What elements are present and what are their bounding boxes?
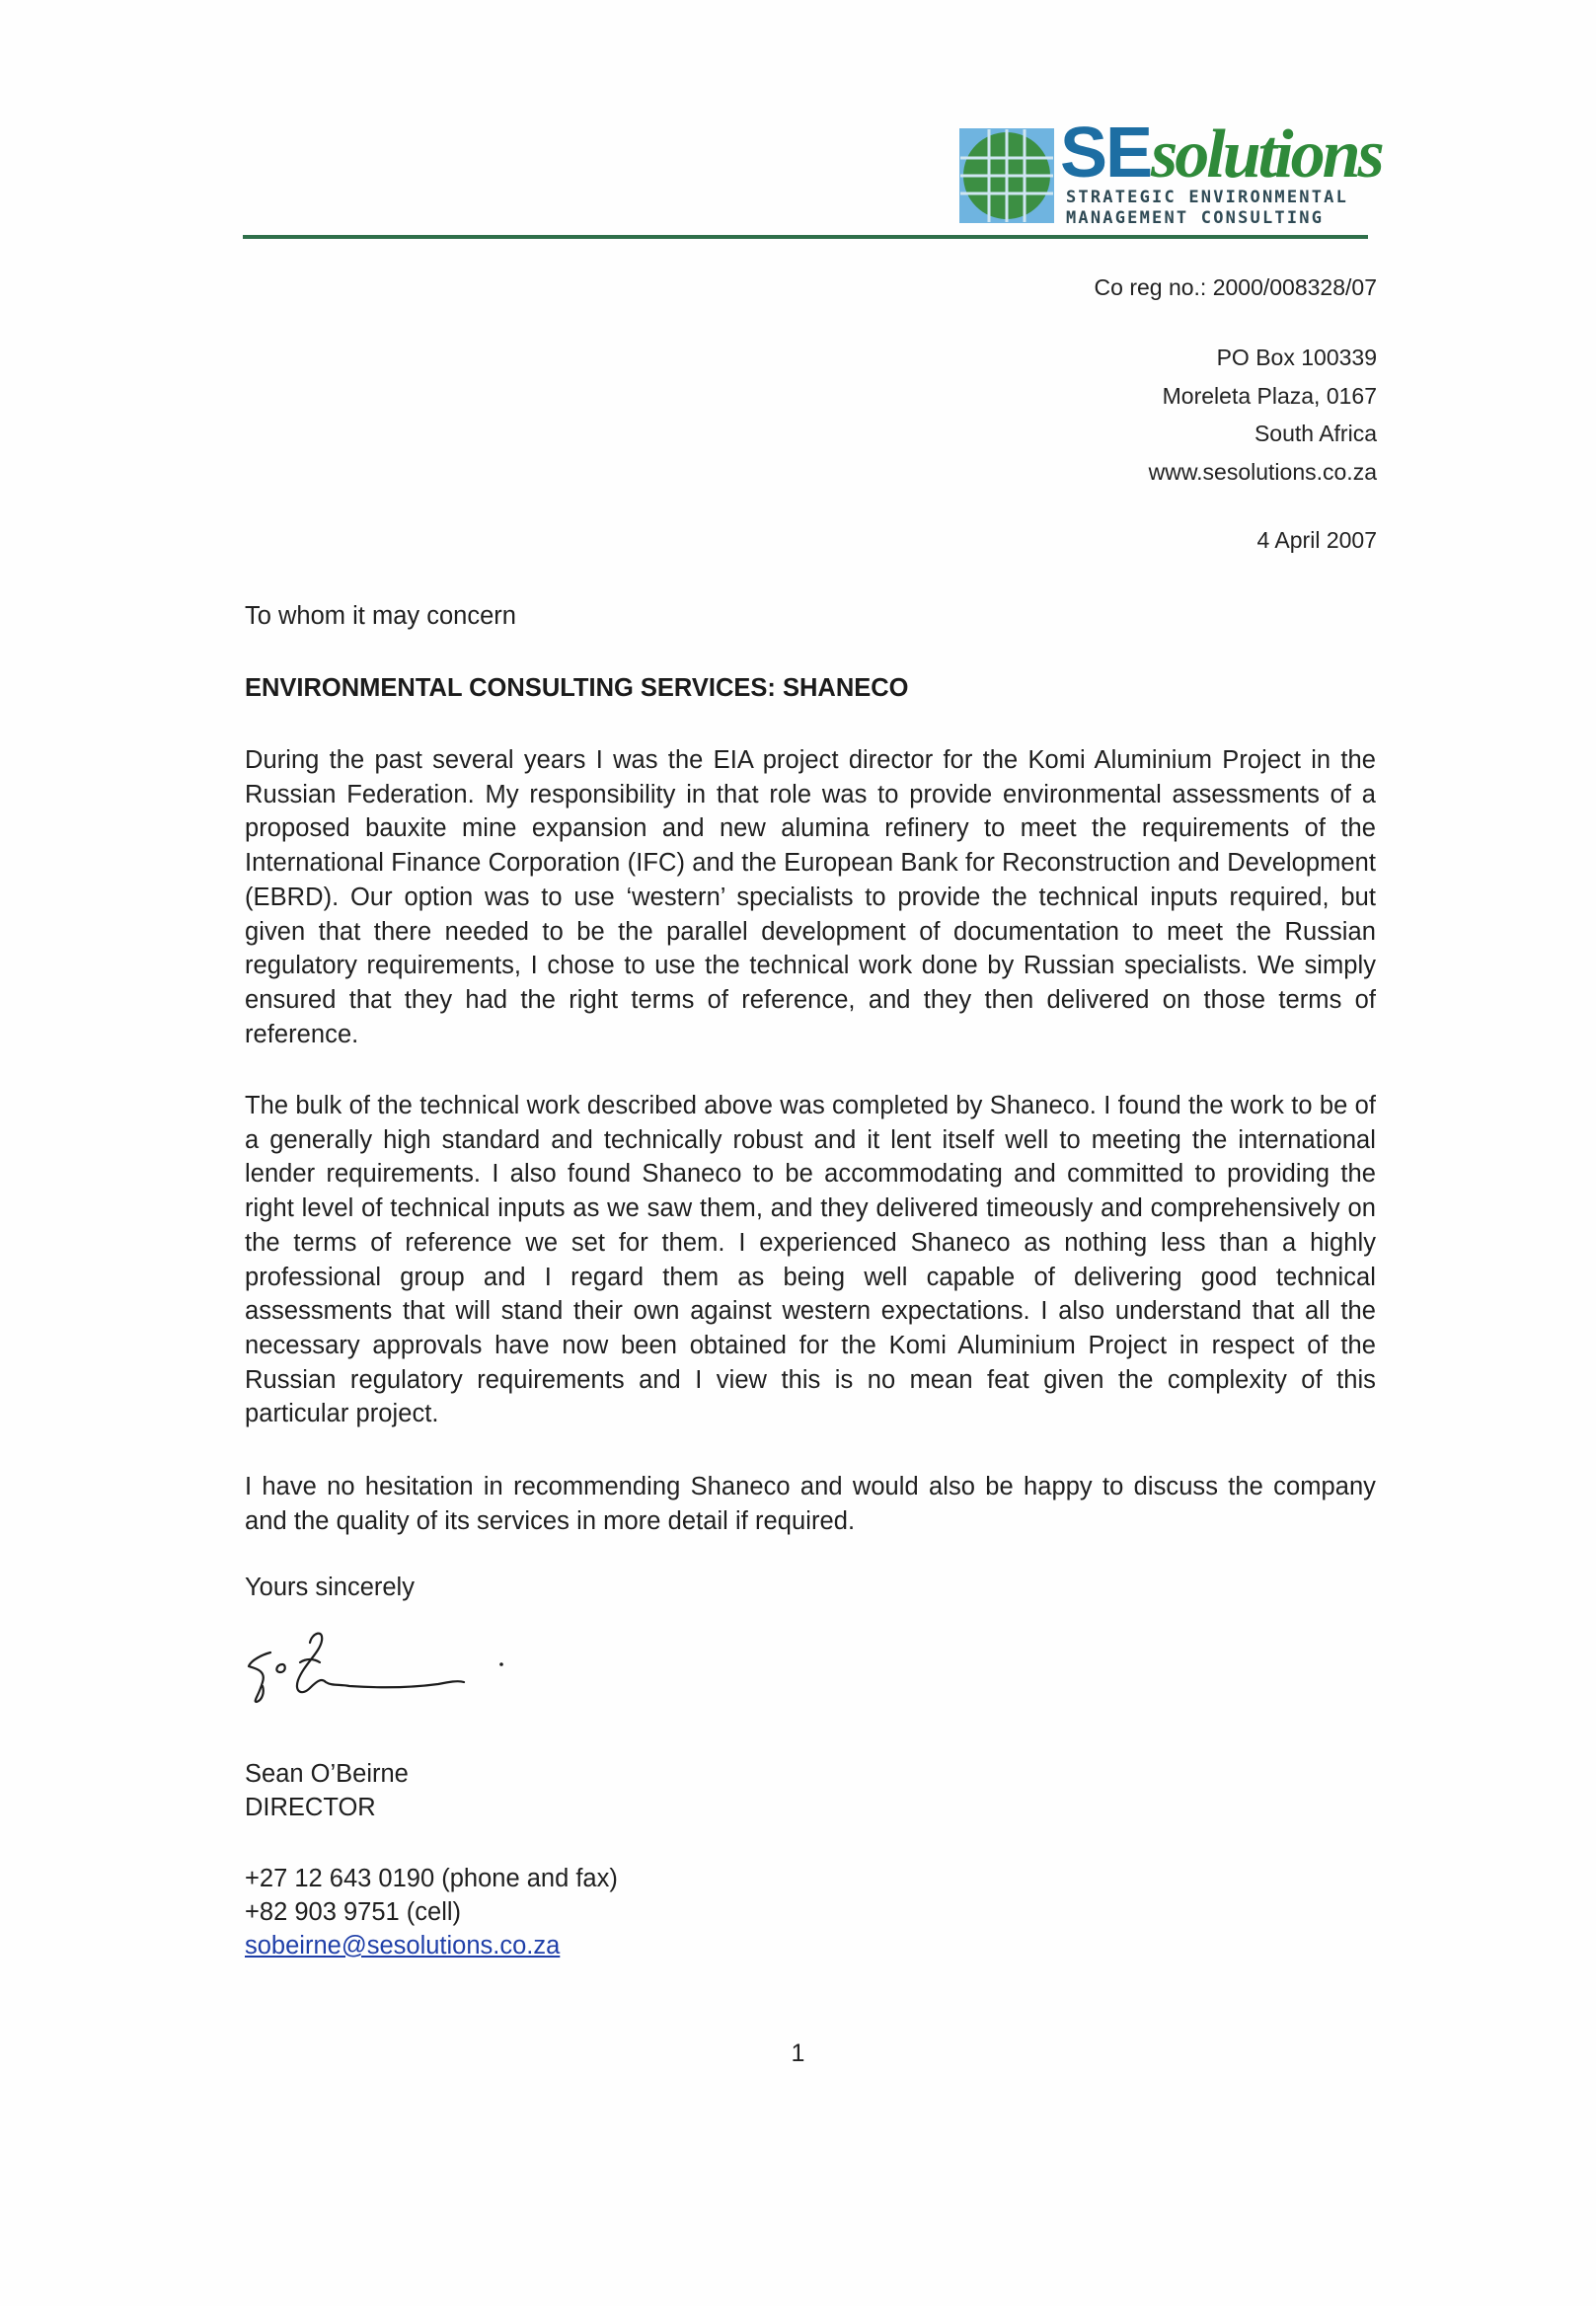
body-paragraph: The bulk of the technical work described above was completed by Shaneco. I found the work to be of a generally high standard and technically robust and it lent itself well to meeting the international lender requirements. I also found Shaneco to be accommodating and committed to providing the right level of technical inputs as we saw them, and they delivered timeously and comprehensively on the terms of reference we set for them. I experienced Shaneco as nothing less than a highly professional group and I regard them as being well capable of delivering good technical assessments that will stand their own against western expectations. I also understand that all the necessary approvals have now been obtained for the Komi Aluminium Project in respect of the Russian regulatory requirements and I view this is no mean feat given the complexity of this particular project.	[245, 1092, 1376, 1428]
signer-name: Sean O’Beirne	[245, 1760, 409, 1788]
phone-number: +27 12 643 0190 (phone and fax)	[245, 1865, 618, 1892]
page-number: 1	[791, 2039, 805, 2067]
body-paragraph: I have no hesitation in recommending Shaneco and would also be happy to discuss the company and the quality of its services in more detail if required.	[245, 1473, 1376, 1535]
body-paragraph: During the past several years I was the EIA project director for the Komi Aluminium Project in the Russian Federation. My responsibility in that role was to provide environmental assessments of a proposed bauxite mine expansion and new alumina refinery to meet the requirements of the International Finance Corporation (IFC) and the European Bank for Reconstruction and Development (EBRD). Our option was to use ‘western’ specialists to provide the technical inputs required, but given that there needed to be the parallel development of documentation to meet the Russian regulatory requirements, I chose to use the technical work done by Russian specialists. We simply ensured that they had the right terms of reference, and they then delivered on those terms of reference.	[245, 746, 1376, 1048]
logo-se-text: SE	[1060, 114, 1152, 192]
logo-tagline-2: MANAGEMENT CONSULTING	[1066, 208, 1325, 228]
company-website: www.sesolutions.co.za	[1148, 458, 1377, 485]
handwritten-signature	[241, 1623, 527, 1722]
logo-tagline-1: STRATEGIC ENVIRONMENTAL	[1066, 188, 1349, 207]
company-logo	[959, 114, 1382, 228]
logo-wordmark	[1060, 116, 1382, 190]
header-divider	[243, 235, 1368, 239]
logo-solutions-text: solutions	[1151, 116, 1382, 192]
globe-grid-icon	[959, 128, 1054, 223]
contact-block	[245, 1862, 1376, 1962]
address-line: South Africa	[1254, 421, 1377, 446]
signer-block	[245, 1757, 1376, 1824]
company-reg-number: Co reg no.: 2000/008328/07	[1094, 274, 1377, 300]
cell-number: +82 903 9751 (cell)	[245, 1898, 462, 1926]
address-line: PO Box 100339	[1216, 345, 1377, 370]
company-address	[1149, 339, 1377, 491]
closing: Yours sincerely	[245, 1574, 415, 1601]
signer-title: DIRECTOR	[245, 1794, 376, 1821]
salutation: To whom it may concern	[245, 602, 516, 630]
letter-date: 4 April 2007	[1256, 527, 1377, 553]
letter-subject: ENVIRONMENTAL CONSULTING SERVICES: SHANECO	[245, 674, 909, 702]
address-line: Moreleta Plaza, 0167	[1162, 382, 1377, 409]
email-link[interactable]: sobeirne@sesolutions.co.za	[245, 1932, 561, 1960]
